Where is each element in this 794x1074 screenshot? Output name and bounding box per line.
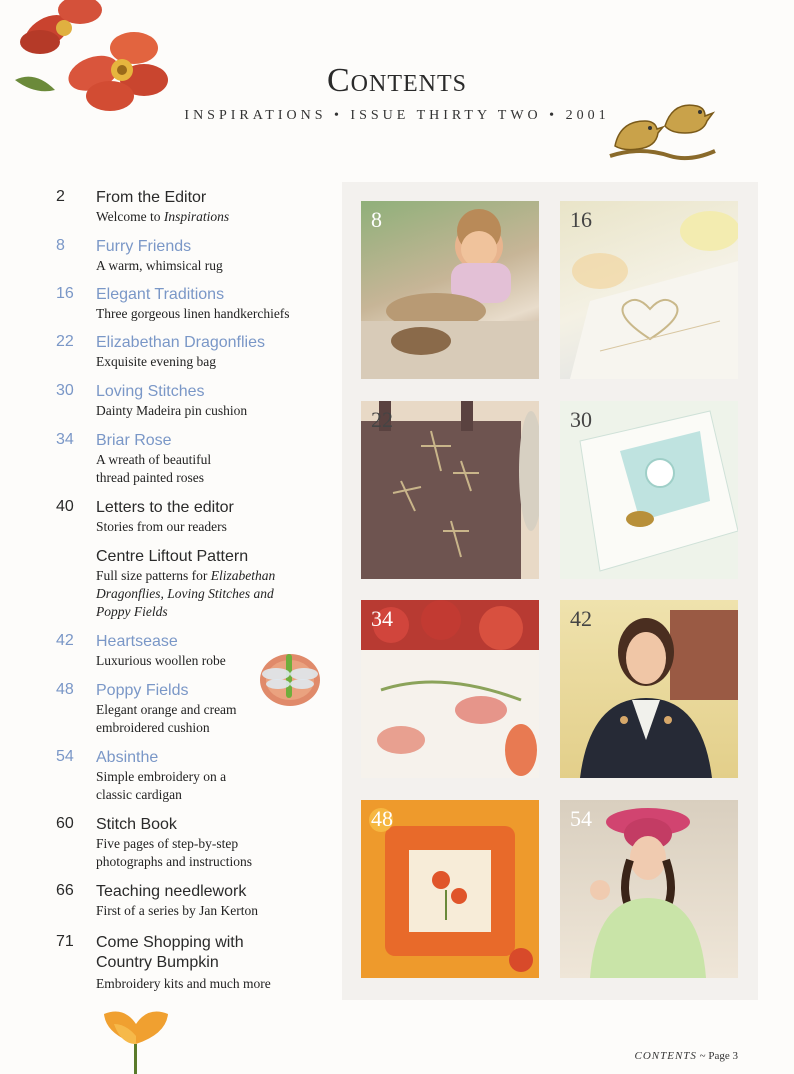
- toc-title: Furry Friends: [96, 238, 192, 255]
- footer-page-number: Page 3: [708, 1050, 738, 1062]
- toc-title: Briar Rose: [96, 432, 172, 449]
- toc-page-number: 60: [56, 815, 74, 832]
- footer-section: CONTENTS: [634, 1050, 697, 1062]
- page-subtitle: INSPIRATIONS • ISSUE THIRTY TWO • 2001: [184, 108, 610, 123]
- toc-title: Poppy Fields: [96, 682, 189, 699]
- toc-description: Stories from our readers: [96, 519, 227, 534]
- photo-briar-rose[interactable]: [361, 600, 539, 778]
- toc-description: Full size patterns for Elizabethan Dragonflies, Loving Stitches and Poppy Fields: [96, 568, 276, 619]
- birds-brooch-decoration: [600, 96, 725, 176]
- toc-description: Five pages of step-by-step photographs and instructions: [96, 836, 252, 869]
- photo-elizabethan-dragonflies[interactable]: [361, 401, 539, 579]
- toc-title: From the Editor: [96, 189, 207, 206]
- toc-title: Letters to the editor: [96, 499, 234, 516]
- toc-description: Elegant orange and cream embroidered cushion: [96, 702, 237, 735]
- toc-description: Welcome to Inspirations: [96, 209, 230, 224]
- page-title: Contents: [326, 62, 467, 99]
- toc-description: Exquisite evening bag: [96, 354, 216, 369]
- footer-separator: ~: [699, 1050, 706, 1062]
- toc-description: Luxurious woollen robe: [96, 653, 226, 668]
- toc-description: Three gorgeous linen handkerchiefs: [96, 306, 290, 321]
- photo-page-number: 48: [371, 806, 393, 831]
- photo-absinthe[interactable]: [560, 800, 738, 978]
- toc-page-number: 40: [56, 498, 74, 515]
- toc-title: Come Shopping with Country Bumpkin: [96, 934, 244, 971]
- toc-title: Loving Stitches: [96, 383, 205, 400]
- toc-description: A warm, whimsical rug: [96, 258, 223, 273]
- toc-description: A wreath of beautiful thread painted roses: [96, 452, 212, 485]
- photo-loving-stitches[interactable]: [560, 401, 738, 579]
- toc-page-number: 30: [56, 382, 74, 399]
- photo-furry-friends[interactable]: [361, 201, 539, 379]
- toc-page-number: 2: [56, 188, 65, 205]
- toc-title: Heartsease: [96, 633, 178, 650]
- toc-description: Simple embroidery on a classic cardigan: [96, 769, 227, 802]
- photo-page-number: 42: [570, 606, 592, 631]
- toc-page-number: 8: [56, 237, 65, 254]
- toc-page-number: 34: [56, 431, 74, 448]
- toc-page-number: 42: [56, 632, 74, 649]
- toc-description: First of a series by Jan Kerton: [96, 903, 258, 918]
- child-with-rug-illustration: [361, 201, 539, 379]
- photo-elegant-traditions[interactable]: [560, 201, 738, 379]
- photo-heartsease[interactable]: [560, 600, 738, 778]
- toc-page-number: 54: [56, 748, 74, 765]
- page-footer: [634, 1050, 738, 1062]
- photo-page-number: 54: [570, 806, 592, 831]
- toc-title: Centre Liftout Pattern: [96, 548, 249, 565]
- toc-title: Elegant Traditions: [96, 286, 225, 303]
- photo-page-number: 22: [371, 407, 393, 432]
- toc-page-number: 22: [56, 333, 74, 350]
- toc-page-number: 48: [56, 681, 74, 698]
- photo-page-number: 30: [570, 407, 592, 432]
- poppy-decoration-bottom: [96, 1004, 176, 1074]
- toc-title: Absinthe: [96, 749, 159, 766]
- toc-description: Dainty Madeira pin cushion: [96, 403, 248, 418]
- toc-title: Teaching needlework: [96, 883, 247, 900]
- dragonfly-brooch-decoration: [256, 640, 326, 712]
- photo-poppy-fields[interactable]: [361, 800, 539, 978]
- toc-page-number: 66: [56, 882, 74, 899]
- toc-description: Embroidery kits and much more: [96, 976, 271, 991]
- photo-page-number: 16: [570, 207, 592, 232]
- toc-page-number: 16: [56, 285, 74, 302]
- photo-page-number: 34: [371, 606, 393, 631]
- photo-page-number: 8: [371, 207, 382, 232]
- toc-page-number: 71: [56, 933, 74, 950]
- toc-title: Elizabethan Dragonflies: [96, 334, 265, 351]
- toc-title: Stitch Book: [96, 816, 177, 833]
